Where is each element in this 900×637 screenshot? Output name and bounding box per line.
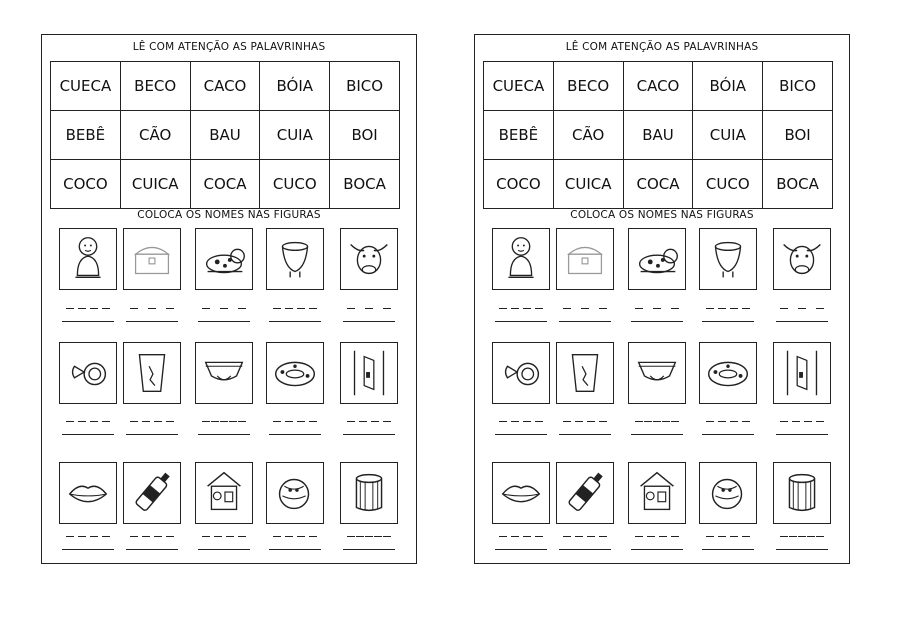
answer-blank[interactable]	[266, 536, 324, 560]
chest-icon	[557, 229, 613, 289]
alley-icon	[341, 343, 397, 403]
writing-line	[631, 434, 683, 435]
word-cell: COCO	[51, 160, 121, 209]
word-cell: BECO	[120, 62, 190, 111]
figure-box	[340, 342, 398, 404]
letter-dashes	[202, 421, 246, 422]
writing-line	[631, 549, 683, 550]
figure-box	[195, 228, 253, 290]
letter-dashes	[273, 421, 317, 422]
figure-box	[266, 228, 324, 290]
word-row	[51, 62, 400, 111]
pacifier-icon	[60, 343, 116, 403]
figure-box	[492, 228, 550, 290]
float-ring-icon	[700, 343, 756, 403]
word-row	[484, 111, 833, 160]
answer-blank[interactable]	[340, 308, 398, 332]
word-cell: CUICA	[120, 160, 190, 209]
letter-dashes	[563, 536, 607, 537]
answer-blank[interactable]	[492, 421, 550, 445]
cuckoo-clock-icon	[196, 463, 252, 523]
word-cell: BICO	[330, 62, 400, 111]
soda-bottle-icon	[557, 463, 613, 523]
writing-line	[776, 321, 828, 322]
letter-dashes	[563, 421, 607, 422]
figure-box	[59, 228, 117, 290]
answer-blank[interactable]	[266, 308, 324, 332]
letter-dashes	[499, 308, 543, 309]
answer-blank[interactable]	[628, 308, 686, 332]
answer-blank[interactable]	[556, 536, 614, 560]
letter-dashes	[130, 536, 174, 537]
word-cell: CÃO	[120, 111, 190, 160]
letter-dashes	[706, 421, 750, 422]
word-cell: BÓIA	[693, 62, 763, 111]
worksheet-left	[41, 34, 417, 564]
writing-line	[343, 434, 395, 435]
writing-line	[631, 321, 683, 322]
figure-box	[492, 462, 550, 524]
letter-dashes	[635, 536, 679, 537]
word-row	[51, 111, 400, 160]
writing-line	[702, 549, 754, 550]
answer-blank[interactable]	[59, 536, 117, 560]
ox-icon	[341, 229, 397, 289]
word-row	[484, 160, 833, 209]
word-row	[484, 62, 833, 111]
gourd-bowl-icon	[700, 229, 756, 289]
dog-icon	[196, 229, 252, 289]
answer-blank[interactable]	[123, 421, 181, 445]
cuica-drum-icon	[341, 463, 397, 523]
writing-line	[343, 321, 395, 322]
writing-line	[495, 549, 547, 550]
writing-line	[198, 549, 250, 550]
answer-blank[interactable]	[773, 421, 831, 445]
answer-blank[interactable]	[59, 308, 117, 332]
word-cell: BEBÊ	[51, 111, 121, 160]
letter-dashes	[780, 308, 824, 309]
answer-blank[interactable]	[628, 421, 686, 445]
coconut-icon	[700, 463, 756, 523]
answer-blank[interactable]	[492, 536, 550, 560]
writing-line	[62, 549, 114, 550]
word-cell: COCO	[484, 160, 554, 209]
letter-dashes	[202, 536, 246, 537]
worksheet-subtitle: COLOCA OS NOMES NAS FIGURAS	[570, 209, 754, 221]
writing-line	[269, 321, 321, 322]
letter-dashes	[706, 308, 750, 309]
word-cell: BOI	[330, 111, 400, 160]
word-cell: CÃO	[553, 111, 623, 160]
answer-blank[interactable]	[628, 536, 686, 560]
word-row	[51, 160, 400, 209]
answer-blank[interactable]	[340, 536, 398, 560]
chest-icon	[124, 229, 180, 289]
word-cell: CUECA	[484, 62, 554, 111]
writing-line	[776, 434, 828, 435]
letter-dashes	[347, 308, 391, 309]
word-cell: CUECA	[51, 62, 121, 111]
word-cell: BEBÊ	[484, 111, 554, 160]
letter-dashes	[499, 421, 543, 422]
answer-blank[interactable]	[699, 421, 757, 445]
word-table	[50, 61, 400, 209]
writing-line	[269, 434, 321, 435]
letter-dashes	[780, 536, 824, 537]
word-cell: CUIA	[260, 111, 330, 160]
figure-box	[266, 342, 324, 404]
word-cell: CUCO	[260, 160, 330, 209]
letter-dashes	[130, 421, 174, 422]
answer-blank[interactable]	[699, 536, 757, 560]
writing-line	[495, 321, 547, 322]
writing-line	[198, 321, 250, 322]
answer-blank[interactable]	[123, 308, 181, 332]
answer-blank[interactable]	[773, 536, 831, 560]
baby-icon	[60, 229, 116, 289]
broken-glass-icon	[124, 343, 180, 403]
float-ring-icon	[267, 343, 323, 403]
figure-box	[556, 462, 614, 524]
letter-dashes	[202, 308, 246, 309]
word-cell: BOI	[763, 111, 833, 160]
figure-box	[628, 462, 686, 524]
figure-box	[340, 228, 398, 290]
writing-line	[126, 321, 178, 322]
word-cell: BOCA	[330, 160, 400, 209]
word-cell: COCA	[623, 160, 693, 209]
writing-line	[62, 434, 114, 435]
letter-dashes	[706, 536, 750, 537]
figure-box	[123, 462, 181, 524]
word-cell: CUIA	[693, 111, 763, 160]
figure-box	[123, 228, 181, 290]
answer-blank[interactable]	[556, 421, 614, 445]
word-cell: BECO	[553, 62, 623, 111]
writing-line	[126, 434, 178, 435]
ox-icon	[774, 229, 830, 289]
figure-box	[773, 462, 831, 524]
writing-line	[559, 321, 611, 322]
writing-line	[495, 434, 547, 435]
letter-dashes	[499, 536, 543, 537]
cuckoo-clock-icon	[629, 463, 685, 523]
underwear-icon	[196, 343, 252, 403]
gourd-bowl-icon	[267, 229, 323, 289]
worksheet-title: LÊ COM ATENÇÃO AS PALAVRINHAS	[132, 41, 326, 53]
letter-dashes	[347, 536, 391, 537]
soda-bottle-icon	[124, 463, 180, 523]
answer-blank[interactable]	[492, 308, 550, 332]
word-cell: BÓIA	[260, 62, 330, 111]
writing-line	[343, 549, 395, 550]
letter-dashes	[273, 308, 317, 309]
word-cell: BAU	[623, 111, 693, 160]
writing-line	[559, 549, 611, 550]
answer-blank[interactable]	[195, 536, 253, 560]
coconut-icon	[267, 463, 323, 523]
answer-blank[interactable]	[195, 308, 253, 332]
letter-dashes	[635, 308, 679, 309]
figure-box	[123, 342, 181, 404]
answer-blank[interactable]	[773, 308, 831, 332]
pacifier-icon	[493, 343, 549, 403]
cuica-drum-icon	[774, 463, 830, 523]
writing-line	[198, 434, 250, 435]
writing-line	[62, 321, 114, 322]
answer-blank[interactable]	[59, 421, 117, 445]
broken-glass-icon	[557, 343, 613, 403]
letter-dashes	[273, 536, 317, 537]
writing-line	[269, 549, 321, 550]
figure-box	[699, 228, 757, 290]
dog-icon	[629, 229, 685, 289]
figure-box	[699, 342, 757, 404]
figure-box	[195, 462, 253, 524]
writing-line	[126, 549, 178, 550]
figure-box	[59, 342, 117, 404]
letter-dashes	[66, 536, 110, 537]
letter-dashes	[563, 308, 607, 309]
figure-box	[628, 342, 686, 404]
worksheet-title: LÊ COM ATENÇÃO AS PALAVRINHAS	[565, 41, 759, 53]
letter-dashes	[780, 421, 824, 422]
word-cell: CACO	[623, 62, 693, 111]
mouth-icon	[60, 463, 116, 523]
figure-box	[773, 342, 831, 404]
answer-blank[interactable]	[340, 421, 398, 445]
letter-dashes	[130, 308, 174, 309]
figure-box	[556, 228, 614, 290]
figure-box	[195, 342, 253, 404]
letter-dashes	[635, 421, 679, 422]
writing-line	[559, 434, 611, 435]
letter-dashes	[347, 421, 391, 422]
answer-blank[interactable]	[123, 536, 181, 560]
figure-box	[340, 462, 398, 524]
answer-blank[interactable]	[266, 421, 324, 445]
underwear-icon	[629, 343, 685, 403]
answer-blank[interactable]	[556, 308, 614, 332]
figure-box	[59, 462, 117, 524]
figure-box	[773, 228, 831, 290]
word-cell: CUCO	[693, 160, 763, 209]
alley-icon	[774, 343, 830, 403]
writing-line	[776, 549, 828, 550]
letter-dashes	[66, 421, 110, 422]
word-table	[483, 61, 833, 209]
figure-box	[266, 462, 324, 524]
word-cell: BAU	[190, 111, 260, 160]
word-cell: BICO	[763, 62, 833, 111]
figure-box	[628, 228, 686, 290]
figure-box	[699, 462, 757, 524]
figure-box	[492, 342, 550, 404]
letter-dashes	[66, 308, 110, 309]
worksheet-right	[474, 34, 850, 564]
worksheet-subtitle: COLOCA OS NOMES NAS FIGURAS	[137, 209, 321, 221]
answer-blank[interactable]	[699, 308, 757, 332]
writing-line	[702, 321, 754, 322]
baby-icon	[493, 229, 549, 289]
word-cell: COCA	[190, 160, 260, 209]
answer-blank[interactable]	[195, 421, 253, 445]
word-cell: BOCA	[763, 160, 833, 209]
figure-box	[556, 342, 614, 404]
writing-line	[702, 434, 754, 435]
word-cell: CACO	[190, 62, 260, 111]
mouth-icon	[493, 463, 549, 523]
word-cell: CUICA	[553, 160, 623, 209]
